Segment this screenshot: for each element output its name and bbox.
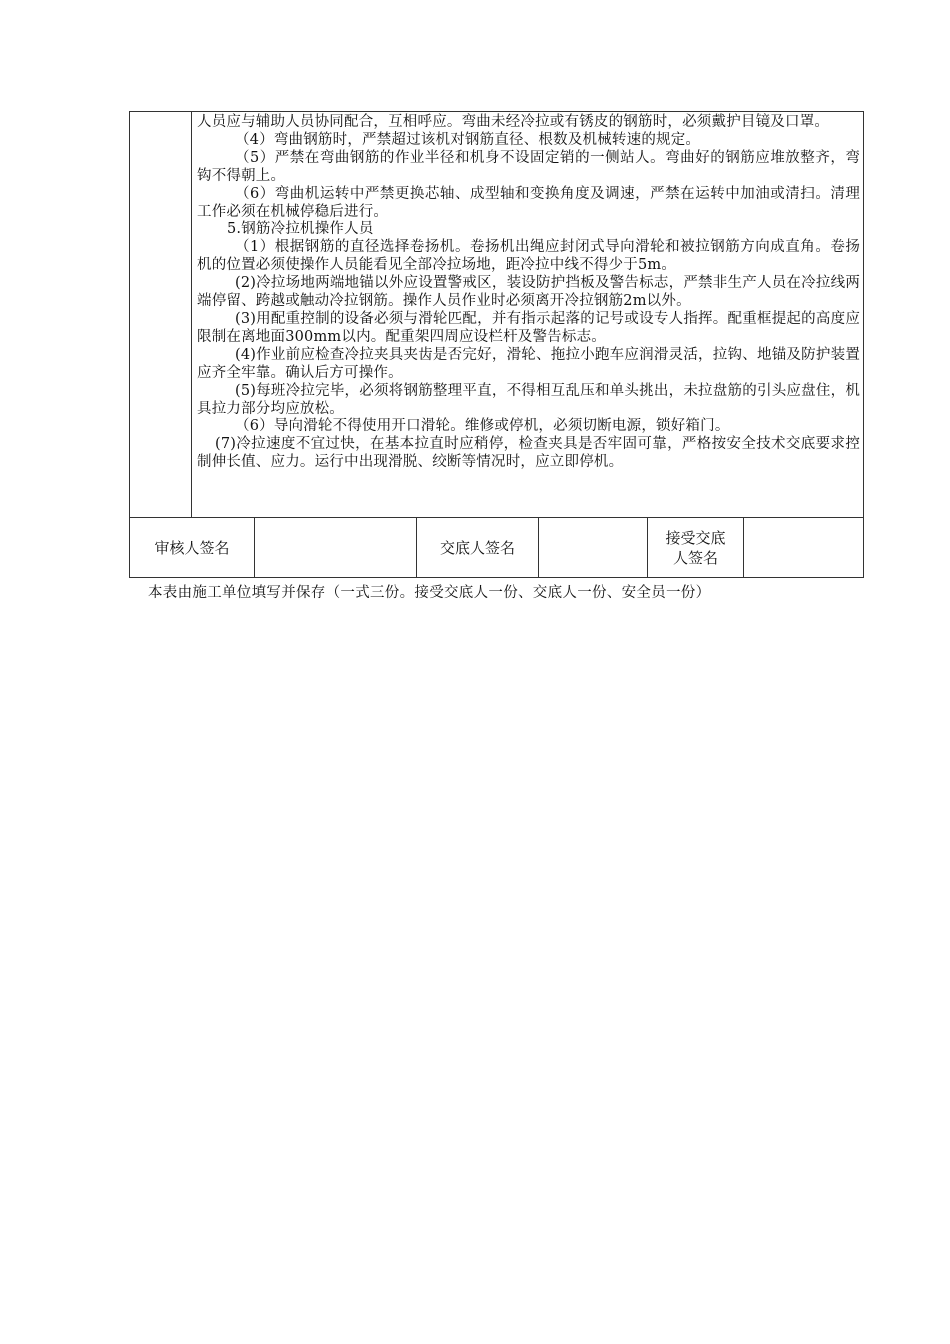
paragraph-cold-3: (3)用配重控制的设备必须与滑轮匹配，并有指示起落的记号或设专人指挥。配重框提起的高度应限制在离地面300mm以内。配重架四周应设栏杆及警告标志。	[197, 310, 861, 345]
paragraph-cold-7: (7)冷拉速度不宜过快，在基本拉直时应稍停，检查夹具是否牢固可靠，严格按安全技术交底要求控制伸长值、应力。运行中出现滑脱、绞断等情况时，应立即停机。	[197, 436, 861, 471]
paragraph-cold-2: (2)冷拉场地两端地锚以外应设置警戒区，装设防护挡板及警告标志，严禁非生产人员在冷拉线两端停留、跨越或触动冷拉钢筋。操作人员作业时必须离开冷拉钢筋2m以外。	[197, 275, 861, 310]
paragraph-continuation: 人员应与辅助人员协同配合，互相呼应。弯曲未经冷拉或有锈皮的钢筋时，必须戴护目镜及口罩。	[197, 114, 830, 130]
receiver-signature-field[interactable]	[744, 518, 864, 578]
discloser-signature-field[interactable]	[539, 518, 648, 578]
paragraph-bend-4: （4）弯曲钢筋时，严禁超过该机对钢筋直径、根数及机械转速的规定。	[235, 131, 701, 148]
paragraph-cold-5: (5)每班冷拉完毕，必须将钢筋整理平直，不得相互乱压和单头挑出，未拉盘筋的引头应盘住，机具拉力部分均应放松。	[197, 382, 861, 417]
content-cell	[192, 112, 864, 518]
signature-row	[130, 518, 864, 578]
paragraph-bend-6: （6）弯曲机运转中严禁更换芯轴、成型轴和变换角度及调速，严禁在运转中加油或清扫。清理工作必须在机械停稳后进行。	[197, 185, 861, 220]
footnote: 本表由施工单位填写并保存（一式三份。接受交底人一份、交底人一份、安全员一份）	[148, 585, 711, 601]
receiver-label	[648, 518, 744, 578]
paragraph-cold-6: （6）导向滑轮不得使用开口滑轮。维修或停机，必须切断电源，锁好箱门。	[235, 418, 730, 435]
section-heading-cold-drawing: 5.钢筋冷拉机操作人员	[227, 221, 374, 238]
discloser-label: 交底人签名	[417, 518, 539, 578]
left-label-cell	[130, 112, 192, 518]
paragraph-cold-4: (4)作业前应检查冷拉夹具夹齿是否完好，滑轮、拖拉小跑车应润滑灵活，拉钩、地锚及防护装置应齐全牢靠。确认后方可操作。	[197, 346, 861, 381]
paragraph-cold-1: （1）根据钢筋的直径选择卷扬机。卷扬机出绳应封闭式导向滑轮和被拉钢筋方向成直角。卷扬机的位置必须使操作人员能看见全部冷拉场地，距冷拉中线不得少于5m。	[197, 239, 861, 274]
paragraph-bend-5: （5）严禁在弯曲钢筋的作业半径和机身不设固定销的一侧站人。弯曲好的钢筋应堆放整齐，弯钩不得朝上。	[197, 149, 861, 184]
reviewer-label: 审核人签名	[130, 518, 255, 578]
content-row	[130, 112, 864, 518]
disclosure-table	[129, 111, 864, 578]
receiver-label-text: 接受交底人签名	[665, 528, 726, 567]
reviewer-signature-field[interactable]	[255, 518, 417, 578]
